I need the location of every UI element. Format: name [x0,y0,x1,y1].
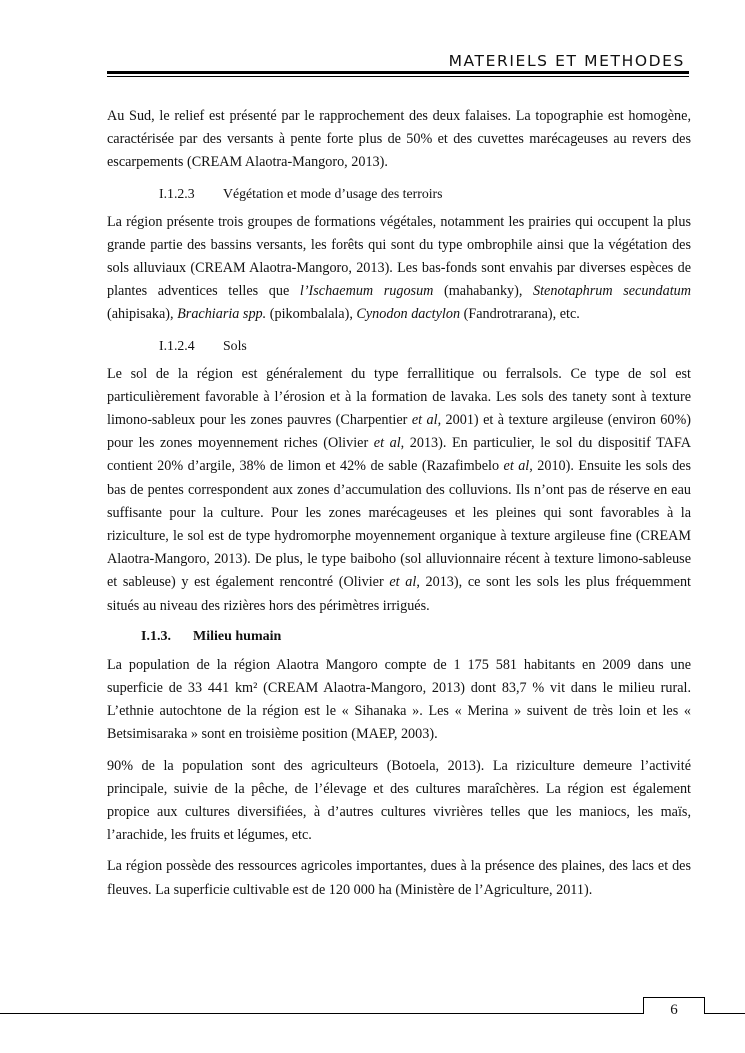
section-title: Milieu humain [193,628,282,644]
page-body [107,105,691,910]
text-run: La région présente trois groupes de formations végétales, notamment les prairies qui occupent la plus grande partie des bassins versants, les forêts qui sont du type ombrophile ainsi que la végétation des sols alluviaux (CREAM Alaotra-Mangoro, 2013). Les bas-fonds sont envahis par diverses espèces de plantes adventices telles que [107,213,691,300]
header-rule-thick [107,71,689,74]
subsection-heading-sols [107,335,691,357]
paragraph-agriculteurs: 90% de la population sont des agriculteurs (Botoela, 2013). La riziculture demeure l’activité principale, suivie de la pêche, de l’élevage et des cultures maraîchères. La région est également propice aux cultures diversifiées, à d’autres cultures vivrières telles que les maniocs, les maïs, l’arachide, les fruits et légumes, etc. [107,757,691,844]
paragraph-vegetation [107,211,691,327]
paragraph-relief: Au Sud, le relief est présenté par le rapprochement des deux falaises. La topographie est homogène, caractérisée par des versants à pente forte plus de 50% et des cuvettes marécageuses au revers des escarpements (CREAM Alaotra-Mangoro, 2013). [107,108,691,171]
species-name: Cynodon dactylon [356,306,461,323]
et-al: et al [411,412,438,429]
text-run: , 2001) et à texture argileuse (environ 60%) pour les zones moyennement riches (Olivier [107,412,691,452]
subsection-number: I.1.2.4 [159,337,195,353]
subsection-heading-vegetation [107,183,691,205]
text-run: , 2013). En particulier, le sol du dispositif TAFA contient 20% d’argile, 38% de limon et 42% de sable (Razafimbelo [107,435,691,475]
species-name: Brachiaria spp. [177,306,267,323]
subsection-number: I.1.2.3 [159,185,195,201]
text-run: Le sol de la région est généralement du type ferrallitique ou ferralsols. Ce type de sol est particulièrement favorable à l’érosion et à la formation de lavaka. Les sols des tanety sont à texture limono-sableux pour les zones pauvres (Charpentier [107,365,691,429]
section-number: I.1.3. [141,628,171,644]
text-run: (ahipisaka), [107,306,178,323]
text-run: (pikombalala), [266,306,357,323]
text-run: , 2013), ce sont les sols les plus fréquemment situés au niveau des rizières hors des périmètres irrigués. [107,574,692,614]
paragraph-ressources: La région possède des ressources agricoles importantes, dues à la présence des plaines, des lacs et des fleuves. La superficie cultivable est de 120 000 ha (Ministère de l’Agriculture, 2011). [107,858,691,898]
species-name: Stenotaphrum secundatum [533,283,691,300]
page-number: 6 [670,1002,678,1018]
header-rule-thin [107,76,689,77]
paragraph-population: La population de la région Alaotra Mangoro compte de 1 175 581 habitants en 2009 dans une superficie de 33 441 km² (CREAM Alaotra-Mangoro, 2013) dont 83,7 % vit dans le milieu rural. L’ethnie autochtone de la région est le « Sihanaka ». Les « Merina » suivent de très loin et les « Betsimisaraka » sont en troisième position (MAEP, 2003). [107,656,691,743]
et-al: et al [373,435,401,452]
species-name: l’Ischaemum rugosum [299,283,434,300]
subsection-title: Végétation et mode d’usage des terroirs [223,185,443,201]
footer-rule [0,1013,745,1014]
text-run: , 2010). Ensuite les sols des bas de pentes correspondent aux zones d’accumulation des colluvions. Ils n’ont pas de réserve en eau suffisante pour la culture. Pour les zones marécageuses et les pleines qui sont favorables à la riziculture, le sol est de type hydromorphe moyennement organique à texture argileuse fine (CREAM Alaotra-Mangoro, 2013). De plus, le type baiboho (sol alluvionnaire récent à texture limono-sableuse et sableuse) y est également rencontré (Olivier [107,458,692,591]
et-al: et al [503,458,530,475]
et-al: et al [389,574,417,591]
subsection-title: Sols [223,337,247,353]
page-number-box [643,997,705,1018]
section-heading-milieu-humain [107,626,691,648]
running-header-title: MATERIELS ET METHODES [448,52,685,70]
text-run: (mahabanky), [433,283,534,300]
text-run: (Fandrotrarana), etc. [460,306,580,323]
paragraph-sols [107,363,691,618]
